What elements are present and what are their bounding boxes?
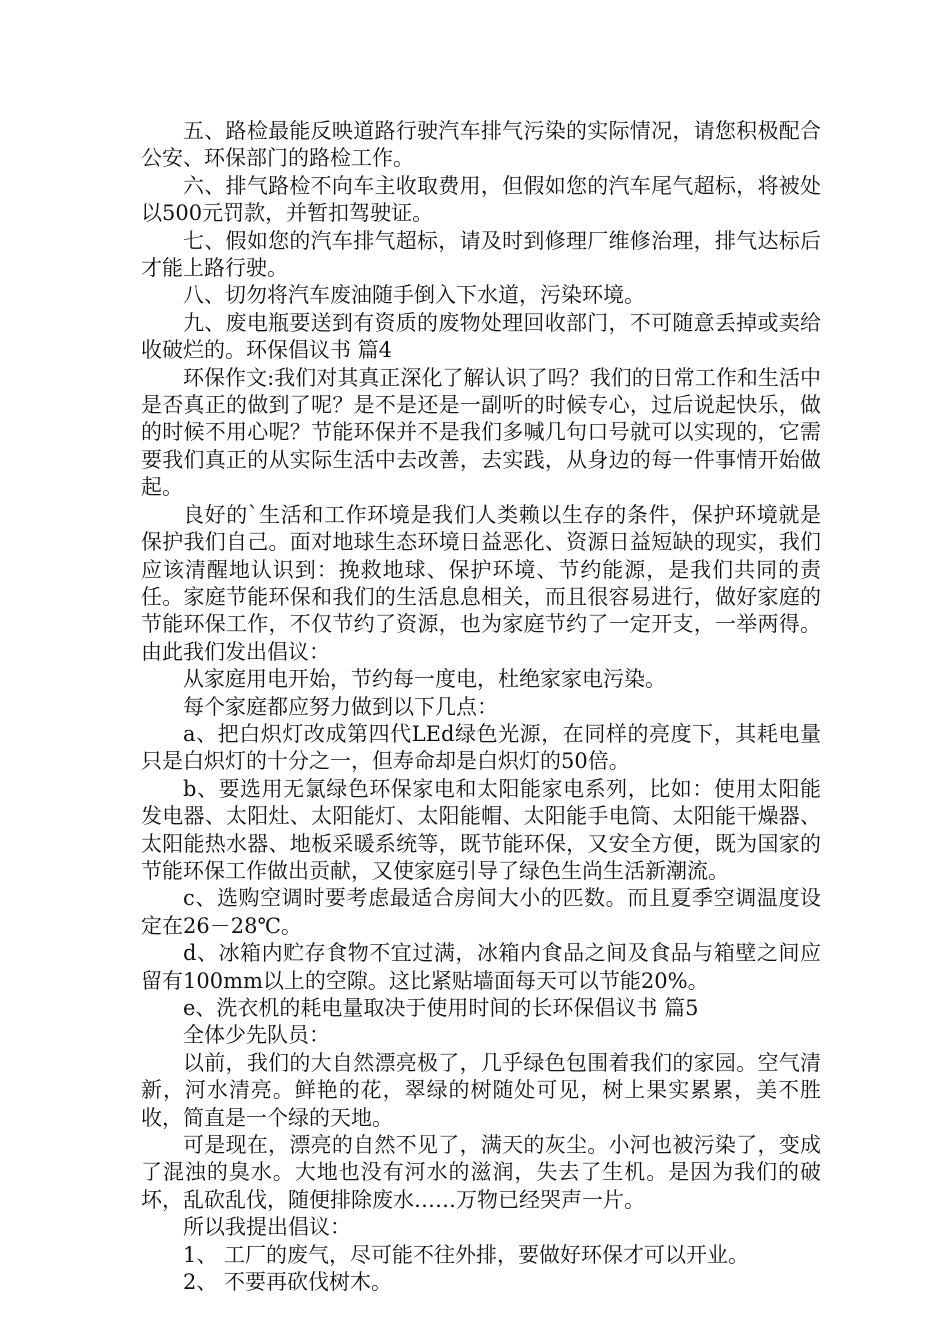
paragraph-electricity: 从家庭用电开始，节约每一度电，杜绝家家电污染。	[183, 667, 666, 692]
paragraph-essay-intro: 环保作文:我们对其真正深化了解认识了吗？我们的日常工作和生活中是否真正的做到了呢？是不是还是一副听的时候专心，过后说起快乐，做的时候不用心呢？节能环保并不是我们多喊几句口号就可以实现的，它需要我们真正的从实际生活中去改善，去实践，从身边的每一件事情开始做起。	[141, 365, 821, 500]
paragraph-8-waste-oil: 八、切勿将汽车废油随手倒入下水道，污染环境。	[183, 283, 645, 308]
paragraph-greeting: 全体少先队员：	[183, 1023, 330, 1048]
paragraph-proposal: 所以我提出倡议：	[183, 1215, 351, 1240]
paragraph-6-inspection-fee: 六、排气路检不向车主收取费用，但假如您的汽车尾气超标，将被处以500元罚款，并暂扣驾驶证。	[141, 173, 821, 226]
paragraph-point-a: a、把白炽灯改成第四代LEd绿色光源，在同样的亮度下，其耗电量只是白炽灯的十分之一，但寿命却是白炽灯的50倍。	[141, 721, 821, 774]
paragraph-point-b: b、要选用无氯绿色环保家电和太阳能家电系列，比如：使用太阳能发电器、太阳灶、太阳能灯、太阳能帽、太阳能手电筒、太阳能干燥器、太阳能热水器、地板采暖系统等，既节能环保，又安全方便，既为国家的节能环保工作做出贡献，又使家庭引导了绿色生尚生活新潮流。	[141, 776, 821, 883]
paragraph-point-c: c、选购空调时要考虑最适合房间大小的匹数。而且夏季空调温度设定在26－28℃。	[141, 886, 821, 938]
paragraph-following-points: 每个家庭都应努力做到以下几点：	[183, 694, 498, 719]
paragraph-environment: 良好的`生活和工作环境是我们人类赖以生存的条件，保护环境就是保护我们自己。面对地球生态环境日益恶化、资源日益短缺的现实，我们应该清醒地认识到：挽救地球、保护环境、节约能源，是我们共同的责任。家庭节能环保和我们的生活息息相关，而且很容易进行，做好家庭的节能环保工作，不仅节约了资源，也为家庭节约了一定开支，一举两得。由此我们发出倡议：	[141, 502, 821, 664]
paragraph-point-d: d、冰箱内贮存食物不宜过满，冰箱内食品之间及食品与箱壁之间应留有100mm以上的空隙。这比紧贴墙面每天可以节能20%。	[141, 941, 821, 993]
paragraph-item-2: 2、 不要再砍伐树木。	[183, 1270, 393, 1295]
paragraph-item-1: 1、 工厂的废气，尽可能不往外排，要做好环保才可以开业。	[183, 1242, 750, 1267]
paragraph-present-nature: 可是现在，漂亮的自然不见了，满天的灰尘。小河也被污染了，变成了混浊的臭水。大地也没有河水的滋润，失去了生机。是因为我们的破坏，乱砍乱伐，随便排除废水……万物已经哭声一片。	[141, 1133, 821, 1212]
paragraph-9-batteries: 九、废电瓶要送到有资质的废物处理回收部门，不可随意丢掉或卖给收破烂的。环保倡议书 篇4	[141, 310, 821, 363]
paragraph-5-road-inspection: 五、路检最能反映道路行驶汽车排气污染的实际情况，请您积极配合公安、环保部门的路检工作。	[141, 119, 821, 171]
paragraph-past-nature: 以前，我们的大自然漂亮极了，几乎绿色包围着我们的家园。空气清新，河水清亮。鲜艳的花，翠绿的树随处可见，树上果实累累，美不胜收，简直是一个绿的天地。	[141, 1050, 821, 1130]
document-body	[141, 118, 821, 1296]
paragraph-7-repair: 七、假如您的汽车排气超标，请及时到修理厂维修治理，排气达标后才能上路行驶。	[141, 228, 821, 281]
paragraph-point-e: e、洗衣机的耗电量取决于使用时间的长环保倡议书 篇5	[183, 996, 699, 1020]
